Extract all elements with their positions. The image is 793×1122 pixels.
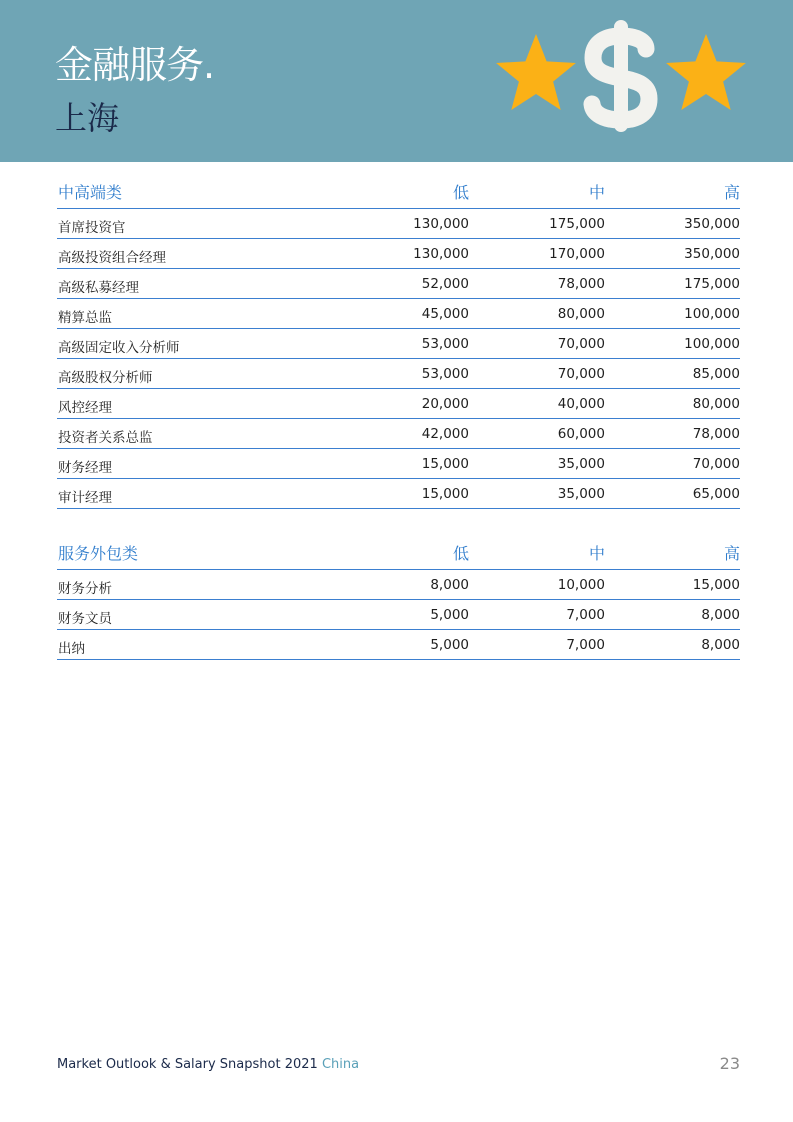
salary-low: 5,000 [430,607,469,623]
col-low-heading: 低 [452,544,469,563]
job-title: 高级固定收入分析师 [58,340,180,356]
table-row [57,299,740,329]
report-country: China [321,1057,360,1072]
salary-high: 65,000 [692,486,740,502]
senior-roles-table [57,176,740,509]
salary-mid: 7,000 [566,637,605,653]
salary-high: 85,000 [692,366,740,382]
col-low-heading: 低 [452,183,469,202]
col-mid-heading: 中 [588,183,605,202]
col-high-heading: 高 [723,544,740,563]
page-title: 金融服务. [55,43,215,87]
job-title: 高级股权分析师 [58,370,153,386]
job-title: 高级私募经理 [58,280,139,296]
job-title: 风控经理 [58,400,112,416]
table-row [57,209,740,239]
salary-low: 130,000 [413,216,469,232]
salary-low: 52,000 [421,276,469,292]
category-heading: 中高端类 [58,183,123,202]
salary-mid: 70,000 [557,366,605,382]
salary-high: 78,000 [692,426,740,442]
page-subtitle: 上海 [55,99,120,137]
report-title: Market Outlook & Salary Snapshot 2021 [57,1057,318,1072]
job-title: 审计经理 [58,490,112,506]
salary-low: 45,000 [421,306,469,322]
outsourcing-roles-table [57,537,740,660]
job-title: 财务分析 [58,581,112,597]
salary-high: 8,000 [701,607,740,623]
salary-high: 350,000 [684,246,740,262]
page-header [0,0,793,162]
salary-high: 8,000 [701,637,740,653]
salary-mid: 175,000 [549,216,605,232]
salary-high: 350,000 [684,216,740,232]
salary-low: 42,000 [421,426,469,442]
salary-high: 100,000 [684,336,740,352]
table-row [57,329,740,359]
category-heading: 服务外包类 [58,544,139,563]
star-icon [666,34,746,110]
table-row [57,570,740,600]
table-header [57,537,740,570]
header-decoration [490,18,752,134]
table-row [57,359,740,389]
salary-low: 8,000 [430,577,469,593]
salary-mid: 170,000 [549,246,605,262]
salary-mid: 10,000 [557,577,605,593]
job-title: 精算总监 [58,310,112,326]
footer [57,1057,359,1072]
salary-low: 15,000 [421,456,469,472]
page-number: 23 [719,1054,740,1073]
table-row [57,239,740,269]
table-row [57,419,740,449]
job-title: 出纳 [58,641,85,657]
table-row [57,269,740,299]
job-title: 首席投资官 [58,220,126,236]
salary-mid: 60,000 [557,426,605,442]
job-title: 投资者关系总监 [58,430,153,446]
table-row [57,449,740,479]
job-title: 财务文员 [58,611,112,627]
table-row [57,479,740,509]
salary-mid: 7,000 [566,607,605,623]
salary-high: 70,000 [692,456,740,472]
salary-mid: 35,000 [557,486,605,502]
salary-low: 53,000 [421,366,469,382]
col-high-heading: 高 [723,183,740,202]
table-row [57,600,740,630]
table-header [57,176,740,209]
salary-high: 15,000 [692,577,740,593]
salary-low: 130,000 [413,246,469,262]
dollar-icon [592,20,649,132]
salary-low: 53,000 [421,336,469,352]
salary-high: 175,000 [684,276,740,292]
job-title: 财务经理 [58,460,112,476]
salary-low: 20,000 [421,396,469,412]
salary-low: 5,000 [430,637,469,653]
salary-mid: 35,000 [557,456,605,472]
table-row [57,389,740,419]
salary-mid: 80,000 [557,306,605,322]
col-mid-heading: 中 [588,544,605,563]
salary-mid: 40,000 [557,396,605,412]
salary-mid: 70,000 [557,336,605,352]
salary-high: 100,000 [684,306,740,322]
salary-low: 15,000 [421,486,469,502]
star-icon [496,34,576,110]
job-title: 高级投资组合经理 [58,250,166,266]
salary-high: 80,000 [692,396,740,412]
salary-mid: 78,000 [557,276,605,292]
table-row [57,630,740,660]
